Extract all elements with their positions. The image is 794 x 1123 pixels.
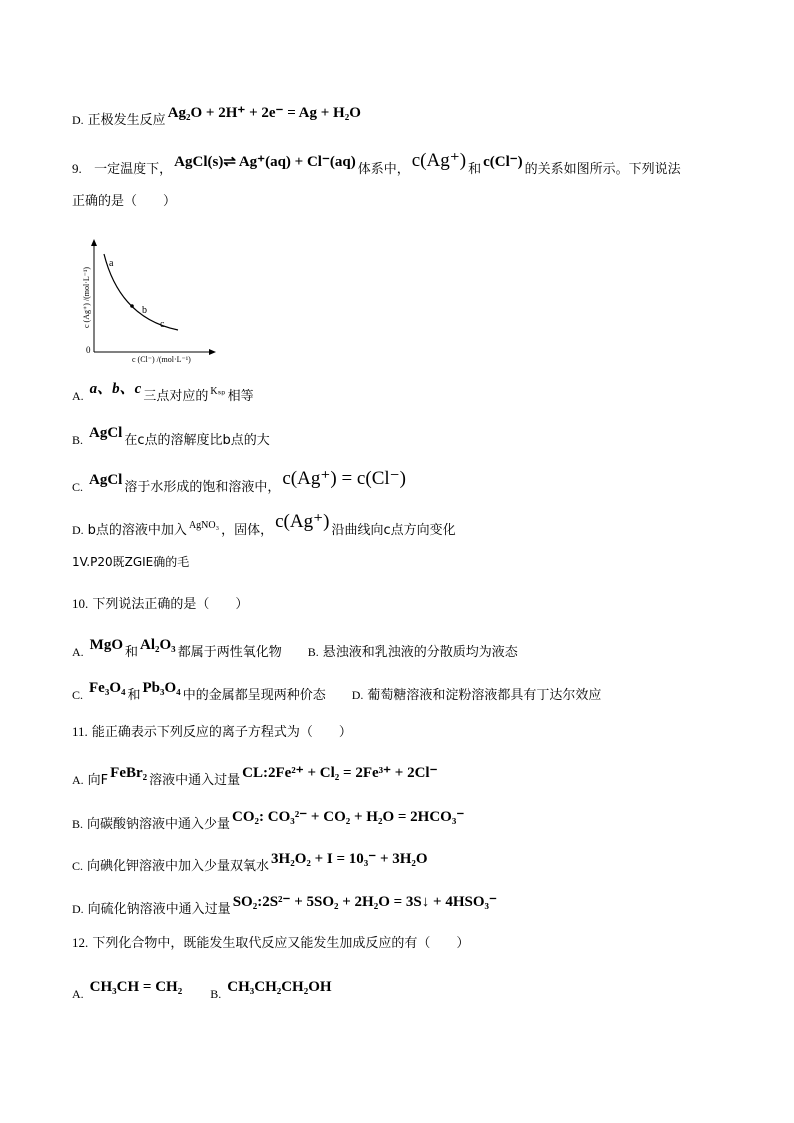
- stem-text: 的关系如图所示。下列说法: [524, 162, 681, 177]
- q11-option-a: [72, 765, 440, 791]
- option-text: 在c点的溶解度比b点的大: [124, 433, 270, 448]
- label-point-c: c: [160, 319, 165, 330]
- mgo-formula: MgO: [89, 637, 123, 653]
- garbled-line: 1V.P20既ZGIE确的毛: [72, 555, 190, 569]
- option-label: A.: [72, 987, 84, 1001]
- q9-option-d: [72, 511, 456, 542]
- q12-stem: [72, 933, 469, 954]
- q9-stem-line2: 正确的是（ ）: [72, 194, 177, 209]
- option-text: 都属于两性氧化物: [177, 645, 282, 660]
- q10-options-ab: [72, 637, 518, 663]
- option-text: 向硫化钠溶液中通入过量: [87, 902, 231, 917]
- option-label: D.: [351, 688, 364, 702]
- option-text: 和: [127, 688, 141, 703]
- concentration-cl: c(Cl⁻): [483, 154, 523, 170]
- ionic-equation: CO₂: CO₃²⁻ + CO₂ + H₂O = 2HCO₃⁻: [232, 809, 465, 825]
- equality-formula: c(Ag⁺) = c(Cl⁻): [282, 468, 406, 489]
- option-text: 正极发生反应: [87, 113, 166, 128]
- origin-label: 0: [86, 345, 91, 355]
- option-text: 悬浊液和乳浊液的分散质均为液态: [322, 645, 518, 660]
- q10-options-cd: [72, 680, 602, 706]
- option-text: 和: [125, 645, 139, 660]
- option-text: 葡萄糖溶液和淀粉溶液都具有丁达尔效应: [367, 688, 602, 703]
- q12-options: [72, 979, 334, 1005]
- option-text: 中的金属都呈现两种价态: [182, 688, 326, 703]
- option-label: D.: [72, 902, 84, 916]
- option-text: 溶液中通入过量: [149, 773, 241, 788]
- question-number: 12.: [72, 935, 89, 950]
- q11-stem: [72, 722, 352, 743]
- stem-text: 体系中，: [357, 162, 410, 177]
- q9-option-b: [72, 425, 270, 451]
- fe3o4-formula: Fe₃O₄: [89, 680, 126, 696]
- option-label: A.: [72, 389, 84, 403]
- option-label: A.: [72, 773, 84, 787]
- equilibrium-formula: AgCl(s)⇌ Ag⁺(aq) + Cl⁻(aq): [174, 154, 356, 170]
- option-label: B.: [307, 645, 319, 659]
- option-text: 三点对应的: [143, 389, 209, 404]
- y-axis-arrow: [91, 239, 97, 246]
- q10-stem: [72, 594, 248, 615]
- option-label: D.: [72, 523, 84, 537]
- stem-text: 一定温度下，: [94, 162, 173, 177]
- option-text: 向碳酸钠溶液中通入少量: [87, 817, 231, 832]
- option-text: 相等: [227, 389, 254, 404]
- pb3o4-formula: Pb₃O₄: [142, 680, 181, 696]
- option-label: B.: [72, 433, 84, 447]
- q11-option-d: [72, 894, 499, 920]
- option-text: 向碘化钾溶液中加入少量双氧水: [87, 859, 270, 874]
- q9-stem: [72, 150, 681, 180]
- question-number: 11.: [72, 724, 88, 739]
- option-label: C.: [72, 859, 84, 873]
- stem-text: 下列化合物中，既能发生取代反应又能发生加成反应的有（ ）: [92, 936, 470, 951]
- agcl-formula: AgCl: [89, 425, 123, 441]
- q11-option-c: [72, 851, 430, 877]
- propene-formula: CH₃CH = CH₂: [89, 979, 183, 995]
- question-number: 9.: [72, 161, 82, 176]
- option-text: ，固体，: [221, 523, 274, 538]
- option-label: C.: [72, 480, 84, 494]
- stem-text: 能正确表示下列反应的离子方程式为（ ）: [91, 725, 352, 740]
- al2o3-formula: Al₂O₃: [140, 637, 176, 653]
- q9-option-c: [72, 468, 408, 498]
- stem-text: 下列说法正确的是（ ）: [92, 597, 249, 612]
- x-axis-label: c (Cl⁻) /(mol·L⁻¹): [132, 355, 191, 364]
- ksp-symbol: Kₛₚ: [210, 386, 226, 397]
- option-text: 向F: [87, 773, 109, 788]
- y-axis-label: c (Ag⁺) /(mol·L⁻¹): [82, 266, 91, 328]
- label-point-a: a: [109, 258, 114, 269]
- concentration-ag: c(Ag⁺): [275, 511, 330, 532]
- option-text: 溶于水形成的饱和溶液中，: [124, 480, 281, 495]
- points-abc: a、b、c: [89, 381, 142, 397]
- agcl-formula: AgCl: [89, 472, 123, 488]
- ionic-equation: SO₂:2S²⁻ + 5SO₂ + 2H₂O = 3S↓ + 4HSO₃⁻: [232, 894, 497, 910]
- label-point-b: b: [142, 305, 147, 316]
- q9-option-a: [72, 381, 254, 408]
- febr2-formula: FeBr₂: [110, 765, 148, 781]
- propanol-formula: CH₃CH₂CH₂OH: [227, 979, 332, 995]
- q11-option-b: [72, 809, 466, 835]
- point-b: [130, 304, 134, 308]
- ionic-equation: 3H₂O₂ + I = 10₃⁻ + 3H₂O: [271, 851, 428, 867]
- option-label: D.: [72, 113, 84, 127]
- option-label: B.: [210, 987, 222, 1001]
- agno3-formula: AgNO₃: [188, 520, 220, 531]
- option-label: C.: [72, 688, 84, 702]
- q8-option-d: [72, 105, 363, 131]
- concentration-ag: c(Ag⁺): [411, 150, 467, 171]
- option-label: A.: [72, 645, 84, 659]
- reaction-formula: Ag₂O + 2H⁺ + 2e⁻ = Ag + H₂O: [167, 105, 361, 121]
- x-axis-arrow: [209, 349, 216, 355]
- question-number: 10.: [72, 596, 89, 611]
- stem-text: 和: [468, 162, 482, 177]
- option-text: b点的溶液中加入: [87, 523, 187, 538]
- option-label: B.: [72, 817, 84, 831]
- ionic-equation: CL:2Fe²⁺ + Cl₂ = 2Fe³⁺ + 2Cl⁻: [242, 765, 438, 781]
- curve: [104, 254, 178, 330]
- option-text: 沿曲线向c点方向变化: [331, 523, 456, 538]
- q9-graph: [78, 236, 218, 366]
